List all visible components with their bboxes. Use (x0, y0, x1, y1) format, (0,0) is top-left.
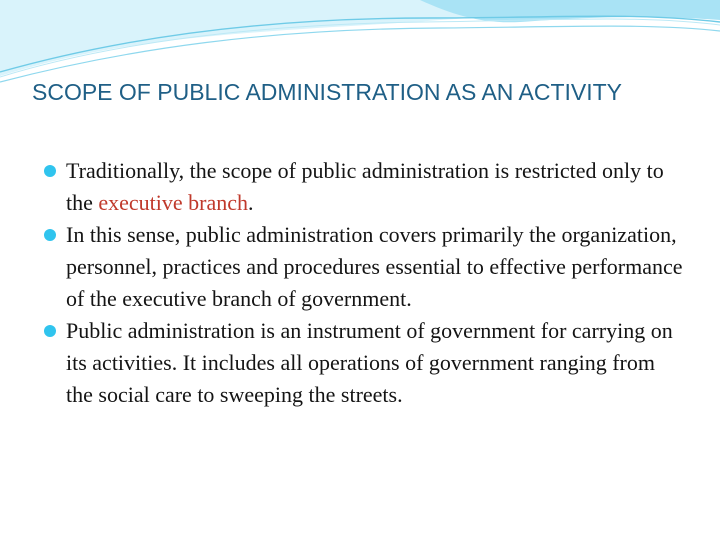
bullet-dot-icon (44, 325, 56, 337)
bullet-2-text: In this sense, public administration covers primarily the organization, personnel, practices and procedures essential to effective performance of the executive branch of government. (66, 222, 683, 311)
executive-branch-highlight: executive branch (98, 190, 249, 215)
bullet-1-text-before: Traditionally, the scope of public administration is restricted only to the (66, 158, 664, 215)
bullet-item-2 (66, 219, 686, 315)
bullet-item-3 (66, 315, 686, 411)
slide-title: SCOPE OF PUBLIC ADMINISTRATION AS AN ACTIVITY (32, 79, 623, 105)
bullet-1-text-after: . (248, 190, 254, 215)
bullet-list (66, 155, 686, 411)
bullet-dot-icon (44, 229, 56, 241)
bullet-dot-icon (44, 165, 56, 177)
bullet-item-1 (66, 155, 686, 219)
bullet-3-text: Public administration is an instrument of government for carrying on its activities. It includes all operations of government ranging from the social care to sweeping the streets. (66, 318, 673, 407)
